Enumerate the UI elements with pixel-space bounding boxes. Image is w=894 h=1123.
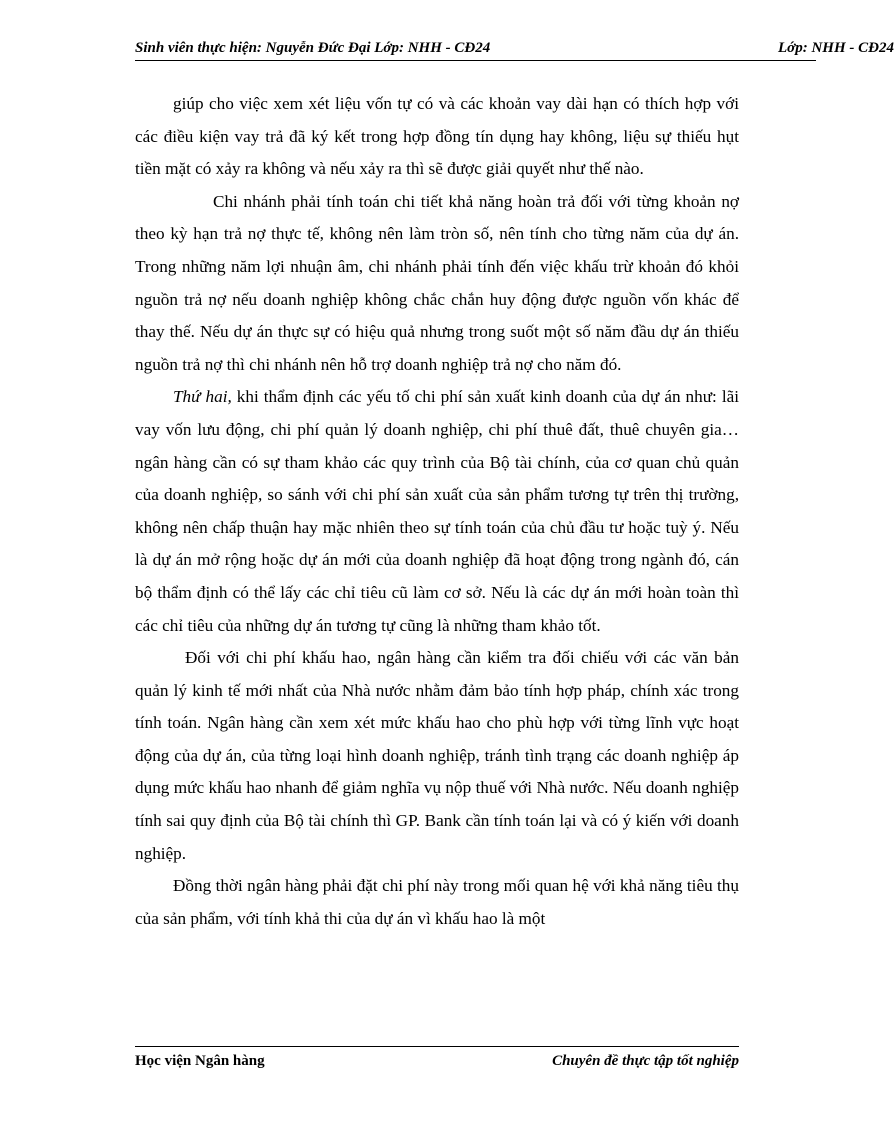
header-class-info: Lớp: NHH - CĐ24	[778, 40, 894, 56]
paragraph-1: giúp cho việc xem xét liệu vốn tự có và các khoản vay dài hạn có thích hợp với các điều kiện vay trả đã ký kết trong hợp đồng tín dụng hay không, liệu sự thiếu hụt tiền mặt có xảy ra không và nếu xảy ra thì sẽ được giải quyết như thế nào.	[135, 94, 739, 179]
document-body	[135, 88, 739, 935]
footer-report-title: Chuyên đề thực tập tốt nghiệp	[552, 1053, 739, 1069]
paragraph-5: Đồng thời ngân hàng phải đặt chi phí này trong mối quan hệ với khả năng tiêu thụ của sản phẩm, với tính khả thi của dự án vì khấu hao là một	[135, 876, 739, 928]
paragraph-3-lead: Thứ hai,	[173, 387, 232, 407]
paragraph-3	[135, 381, 739, 642]
footer-institution: Học viện Ngân hàng	[135, 1053, 265, 1069]
paragraph-2: Chi nhánh phải tính toán chi tiết khả năng hoàn trả đối với từng khoản nợ theo kỳ hạn trả nợ thực tế, không nên làm tròn số, nên tính cho từng năm của dự án. Trong những năm lợi nhuận âm, chi nhánh phải tính đến việc khấu trừ khoản đó khỏi nguồn trả nợ nếu doanh nghiệp không chắc chắn huy động được nguồn vốn khác để thay thế. Nếu dự án thực sự có hiệu quả nhưng trong suốt một số năm đầu dự án thiếu nguồn trả nợ thì chi nhánh nên hỗ trợ doanh nghiệp trả nợ cho năm đó.	[135, 191, 739, 374]
paragraph-3-text: khi thẩm định các yếu tố chi phí sản xuất kinh doanh của dự án như: lãi vay vốn lưu động, chi phí quản lý doanh nghiệp, chi phí thuê đất, thuê chuyên gia… ngân hàng cần có sự tham khảo các quy trình của Bộ tài chính, của cơ quan chủ quản của doanh nghiệp, so sánh với chi phí sản xuất của sản phẩm tương tự trên thị trường, không nên chấp thuận hay mặc nhiên theo sự tính toán của chủ đầu tư hoặc tuỳ ý. Nếu là dự án mở rộng hoặc dự án mới của doanh nghiệp đã hoạt động trong ngành đó, cán bộ thẩm định có thể lấy các chỉ tiêu cũ làm cơ sở. Nếu là các dự án mới hoàn toàn thì các chỉ tiêu của những dự án tương tự cũng là những tham khảo tốt.	[135, 387, 739, 635]
page-footer	[135, 1046, 739, 1075]
page-header	[135, 38, 894, 61]
header-student-info: Sinh viên thực hiện: Nguyễn Đức Đại Lớp: NHH - CĐ24	[135, 40, 491, 56]
paragraph-4: Đối với chi phí khấu hao, ngân hàng cần kiểm tra đối chiếu với các văn bản quản lý kinh tế mới nhất của Nhà nước nhằm đảm bảo tính hợp pháp, chính xác trong tính toán. Ngân hàng cần xem xét mức khấu hao cho phù hợp với từng lĩnh vực hoạt động của dự án, của từng loại hình doanh nghiệp, tránh tình trạng các doanh nghiệp áp dụng mức khấu hao nhanh để giảm nghĩa vụ nộp thuế với Nhà nước. Nếu doanh nghiệp tính sai quy định của Bộ tài chính thì GP. Bank cần tính toán lại và có ý kiến với doanh nghiệp.	[135, 648, 739, 863]
